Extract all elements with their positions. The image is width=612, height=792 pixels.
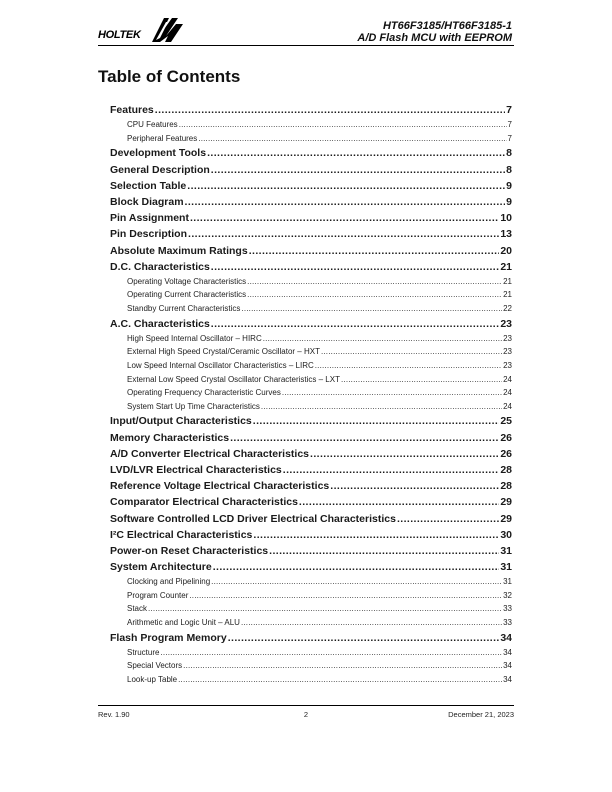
dot-leader <box>315 361 502 370</box>
toc-entry-label: Flash Program Memory <box>110 631 227 644</box>
toc-entry-label: Stack <box>127 604 148 614</box>
toc-entry-page: 9 <box>506 195 512 208</box>
dot-leader <box>211 318 500 330</box>
part-number: HT66F3185/HT66F3185-1 <box>382 20 512 32</box>
dot-leader <box>263 334 502 343</box>
dot-leader <box>211 261 500 273</box>
toc-entry-page: 33 <box>503 618 512 628</box>
dot-leader <box>198 134 506 143</box>
toc-subentry[interactable] <box>110 277 512 291</box>
footer-revision: Rev. 1.90 <box>98 710 130 719</box>
dot-leader <box>207 147 505 159</box>
dot-leader <box>241 304 502 313</box>
toc-entry-label: Software Controlled LCD Driver Electrical Characteristics <box>110 512 396 525</box>
toc-entry-label: Comparator Electrical Characteristics <box>110 496 298 509</box>
dot-leader <box>228 632 500 644</box>
dot-leader <box>261 402 502 411</box>
toc-entry[interactable] <box>110 480 512 496</box>
toc-entry-page: 7 <box>507 133 512 143</box>
toc-entry-page: 34 <box>503 675 512 685</box>
holtek-logo <box>98 14 188 44</box>
toc-entry[interactable] <box>110 448 512 464</box>
toc-subentry[interactable] <box>110 347 512 361</box>
toc-subentry[interactable] <box>110 591 512 605</box>
toc-entry-page: 32 <box>503 590 512 600</box>
toc-entry[interactable] <box>110 513 512 529</box>
toc-entry-label: Standby Current Characteristics <box>127 304 241 314</box>
toc-entry-page: 24 <box>503 401 512 411</box>
toc-subentry[interactable] <box>110 577 512 591</box>
toc-entry-label: Operating Voltage Characteristics <box>127 276 247 286</box>
toc-subentry[interactable] <box>110 134 512 148</box>
toc-entry-page: 23 <box>503 361 512 371</box>
toc-entry-label: LVD/LVR Electrical Characteristics <box>110 463 282 476</box>
toc-entry-page: 7 <box>507 120 512 130</box>
toc-entry-page: 26 <box>500 431 512 444</box>
toc-entry[interactable] <box>110 545 512 561</box>
toc-entry[interactable] <box>110 561 512 577</box>
toc-entry-page: 24 <box>503 374 512 384</box>
toc-entry[interactable] <box>110 464 512 480</box>
toc-entry-label: I²C Electrical Characteristics <box>110 528 253 541</box>
toc-entry-page: 7 <box>506 104 512 116</box>
toc-entry-label: A/D Converter Electrical Characteristics <box>110 447 310 460</box>
toc-entry-label: Memory Characteristics <box>110 431 230 444</box>
toc-entry-page: 28 <box>500 463 512 476</box>
toc-entry-label: Reference Voltage Electrical Characteristics <box>110 480 330 493</box>
dot-leader <box>247 290 502 299</box>
dot-leader <box>188 228 499 240</box>
dot-leader <box>269 545 499 557</box>
table-of-contents <box>110 104 512 689</box>
toc-entry-label: System Start Up Time Characteristics <box>127 401 260 411</box>
toc-entry-page: 25 <box>500 415 512 428</box>
toc-entry-label: Look-up Table <box>127 675 178 685</box>
toc-entry-page: 20 <box>500 244 512 257</box>
dot-leader <box>190 212 499 224</box>
toc-entry-page: 33 <box>503 604 512 614</box>
footer-date: December 21, 2023 <box>448 710 514 719</box>
toc-entry-label: Peripheral Features <box>127 133 198 143</box>
document-header <box>357 20 512 44</box>
dot-leader <box>179 120 507 129</box>
dot-leader <box>282 388 502 397</box>
dot-leader <box>155 104 505 116</box>
toc-entry-page: 13 <box>500 228 512 241</box>
toc-entry[interactable] <box>110 529 512 545</box>
toc-entry-label: External High Speed Crystal/Ceramic Oscillator – HXT <box>127 347 320 357</box>
toc-entry-label: Operating Current Characteristics <box>127 290 247 300</box>
toc-subentry[interactable] <box>110 618 512 632</box>
toc-entry-label: General Description <box>110 163 210 176</box>
dot-leader <box>310 448 499 460</box>
dot-leader <box>211 164 505 176</box>
toc-entry-label: Selection Table <box>110 179 187 192</box>
toc-entry-label: Program Counter <box>127 590 189 600</box>
toc-subentry[interactable] <box>110 304 512 318</box>
dot-leader <box>253 529 499 541</box>
toc-entry-page: 23 <box>503 347 512 357</box>
dot-leader <box>253 415 500 427</box>
holtek-emblem-icon <box>150 14 186 44</box>
toc-subentry[interactable] <box>110 361 512 375</box>
page-title: Table of Contents <box>98 67 241 86</box>
dot-leader <box>187 180 505 192</box>
dot-leader <box>299 496 499 508</box>
dot-leader <box>230 432 499 444</box>
dot-leader <box>321 347 502 356</box>
toc-entry[interactable] <box>110 261 512 277</box>
dot-leader <box>283 464 500 476</box>
toc-entry-page: 34 <box>503 647 512 657</box>
toc-subentry[interactable] <box>110 661 512 675</box>
toc-entry[interactable] <box>110 632 512 648</box>
toc-entry[interactable] <box>110 228 512 244</box>
toc-subentry[interactable] <box>110 388 512 402</box>
toc-entry-label: Low Speed Internal Oscillator Characteristics – LIRC <box>127 361 314 371</box>
logo-wordmark: HOLTEK <box>98 29 141 41</box>
toc-entry-label: Structure <box>127 647 160 657</box>
toc-entry-label: Pin Assignment <box>110 212 189 225</box>
toc-entry[interactable] <box>110 180 512 196</box>
toc-entry-page: 26 <box>500 447 512 460</box>
toc-entry-page: 9 <box>506 179 512 192</box>
toc-subentry[interactable] <box>110 604 512 618</box>
toc-entry[interactable] <box>110 318 512 334</box>
toc-entry-page: 23 <box>503 333 512 343</box>
toc-entry[interactable] <box>110 147 512 163</box>
toc-entry-page: 31 <box>500 544 512 557</box>
toc-subentry[interactable] <box>110 120 512 134</box>
dot-leader <box>247 277 502 286</box>
toc-entry[interactable] <box>110 196 512 212</box>
toc-entry-page: 29 <box>500 496 512 509</box>
toc-entry-page: 8 <box>506 163 512 176</box>
toc-entry-label: Absolute Maximum Ratings <box>110 244 248 257</box>
toc-entry-label: Special Vectors <box>127 661 183 671</box>
toc-entry-page: 10 <box>500 212 512 225</box>
toc-entry[interactable] <box>110 245 512 261</box>
toc-subentry[interactable] <box>110 648 512 662</box>
toc-entry[interactable] <box>110 104 512 120</box>
toc-entry-label: External Low Speed Crystal Oscillator Characteristics – LXT <box>127 374 340 384</box>
toc-entry-page: 31 <box>503 577 512 587</box>
toc-entry-page: 28 <box>500 480 512 493</box>
toc-entry-page: 21 <box>503 276 512 286</box>
toc-entry-page: 21 <box>503 290 512 300</box>
toc-entry[interactable] <box>110 496 512 512</box>
toc-entry-label: Power-on Reset Characteristics <box>110 544 269 557</box>
toc-entry-label: Operating Frequency Characteristic Curves <box>127 388 281 398</box>
dot-leader <box>330 480 499 492</box>
toc-entry-label: Development Tools <box>110 147 207 160</box>
toc-subentry[interactable] <box>110 402 512 416</box>
toc-subentry[interactable] <box>110 375 512 389</box>
toc-entry[interactable] <box>110 415 512 431</box>
toc-entry-page: 21 <box>500 260 512 273</box>
toc-entry-label: Block Diagram <box>110 195 184 208</box>
dot-leader <box>148 604 502 613</box>
toc-entry-page: 24 <box>503 388 512 398</box>
toc-entry-label: CPU Features <box>127 120 178 130</box>
dot-leader <box>189 591 502 600</box>
toc-entry-label: Pin Description <box>110 228 188 241</box>
footer-divider <box>98 705 514 706</box>
toc-entry-page: 34 <box>503 661 512 671</box>
toc-entry-label: Input/Output Characteristics <box>110 415 252 428</box>
toc-entry-label: D.C. Characteristics <box>110 260 210 273</box>
dot-leader <box>183 661 502 670</box>
toc-subentry[interactable] <box>110 675 512 689</box>
dot-leader <box>397 513 499 525</box>
toc-entry-label: Arithmetic and Logic Unit – ALU <box>127 618 240 628</box>
toc-entry-page: 29 <box>500 512 512 525</box>
header-divider <box>98 45 514 46</box>
dot-leader <box>341 375 502 384</box>
toc-entry[interactable] <box>110 212 512 228</box>
toc-entry-page: 30 <box>500 528 512 541</box>
toc-subentry[interactable] <box>110 290 512 304</box>
dot-leader <box>213 561 500 573</box>
toc-entry-page: 34 <box>500 631 512 644</box>
dot-leader <box>249 245 500 257</box>
toc-entry-page: 31 <box>500 561 512 574</box>
toc-entry[interactable] <box>110 164 512 180</box>
dot-leader <box>211 577 502 586</box>
dot-leader <box>178 675 502 684</box>
toc-entry-label: High Speed Internal Oscillator – HIRC <box>127 333 262 343</box>
dot-leader <box>185 196 506 208</box>
document-subtitle: A/D Flash MCU with EEPROM <box>357 32 512 44</box>
toc-entry-page: 22 <box>503 304 512 314</box>
toc-entry-label: Clocking and Pipelining <box>127 577 211 587</box>
toc-subentry[interactable] <box>110 334 512 348</box>
toc-entry-page: 8 <box>506 147 512 160</box>
toc-entry-label: System Architecture <box>110 561 212 574</box>
toc-entry-page: 23 <box>500 317 512 330</box>
dot-leader <box>160 648 502 657</box>
dot-leader <box>241 618 502 627</box>
footer-page-number: 2 <box>303 710 309 719</box>
toc-entry-label: Features <box>110 104 154 116</box>
toc-entry[interactable] <box>110 432 512 448</box>
toc-entry-label: A.C. Characteristics <box>110 317 210 330</box>
